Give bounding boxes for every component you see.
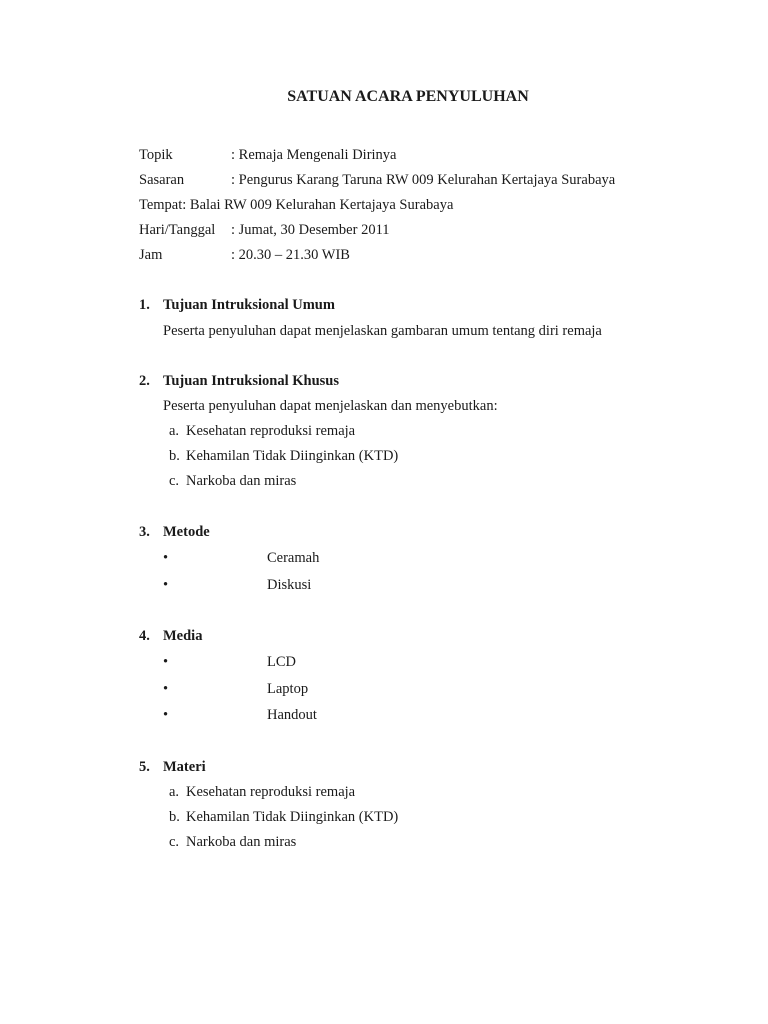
section-heading: Tujuan Intruksional Khusus: [163, 373, 339, 389]
list-item: Diskusi: [267, 577, 312, 593]
list-marker: b.: [169, 448, 180, 464]
section-heading: Tujuan Intruksional Umum: [163, 297, 335, 313]
list-item: Narkoba dan miras: [186, 834, 297, 850]
list-item: Kehamilan Tidak Diinginkan (KTD): [186, 809, 399, 825]
list-item: Kehamilan Tidak Diinginkan (KTD): [186, 448, 399, 464]
list-marker: c.: [169, 834, 180, 850]
section-text: Peserta penyuluhan dapat menjelaskan gambaran umum tentang diri remaja: [163, 323, 602, 339]
info-label-topik: Topik: [139, 147, 173, 163]
info-label-hari: Hari/Tanggal: [139, 222, 216, 238]
list-item: Kesehatan reproduksi remaja: [186, 423, 356, 439]
section-number: 2.: [139, 373, 150, 389]
bullet-icon: •: [163, 550, 169, 566]
info-label-jam: Jam: [139, 247, 163, 263]
info-value-jam: : 20.30 – 21.30 WIB: [231, 247, 350, 263]
list-item: Ceramah: [267, 550, 320, 566]
bullet-icon: •: [163, 707, 169, 723]
section-heading: Materi: [163, 759, 206, 775]
info-value-sasaran: : Pengurus Karang Taruna RW 009 Kelurahan Kertajaya Surabaya: [231, 172, 616, 188]
bullet-icon: •: [163, 654, 169, 670]
list-item: Narkoba dan miras: [186, 473, 297, 489]
info-value-topik: : Remaja Mengenali Dirinya: [231, 147, 397, 163]
info-value-hari: : Jumat, 30 Desember 2011: [231, 222, 390, 238]
section-number: 4.: [139, 628, 150, 644]
section-number: 1.: [139, 297, 150, 313]
list-marker: a.: [169, 423, 180, 439]
document-title: SATUAN ACARA PENYULUHAN: [287, 88, 529, 105]
info-label-sasaran: Sasaran: [139, 172, 185, 188]
section-text: Peserta penyuluhan dapat menjelaskan dan menyebutkan:: [163, 398, 498, 414]
section-heading: Metode: [163, 524, 210, 540]
list-item: LCD: [267, 654, 296, 670]
list-marker: b.: [169, 809, 180, 825]
list-item: Kesehatan reproduksi remaja: [186, 784, 356, 800]
list-item: Laptop: [267, 681, 309, 697]
info-label-tempat: Tempat: Balai RW 009 Kelurahan Kertajaya Surabaya: [139, 197, 454, 213]
bullet-icon: •: [163, 577, 169, 593]
section-heading: Media: [163, 628, 203, 644]
section-number: 3.: [139, 524, 150, 540]
bullet-icon: •: [163, 681, 169, 697]
section-number: 5.: [139, 759, 150, 775]
list-item: Handout: [267, 707, 317, 723]
list-marker: a.: [169, 784, 180, 800]
list-marker: c.: [169, 473, 180, 489]
